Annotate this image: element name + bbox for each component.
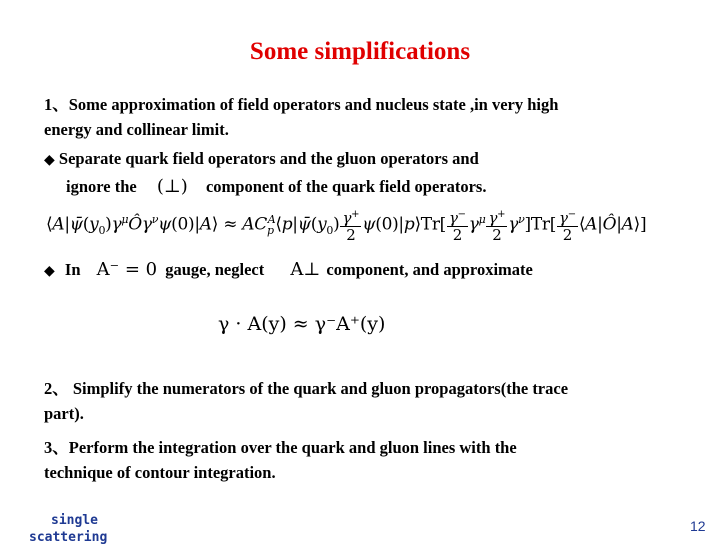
bullet-2-middle: gauge, neglect	[165, 260, 265, 279]
bullet-1-line-1: Separate quark field operators and the gluon operators and	[58, 149, 479, 168]
transverse-field-math: A⊥	[290, 259, 321, 280]
perp-symbol-math: (⊥)	[156, 176, 188, 197]
bullet-2	[44, 257, 533, 284]
item-2-line-2: part).	[44, 404, 84, 423]
equation-1	[46, 197, 686, 243]
footer-section-label	[29, 513, 108, 545]
equation-1-render: $⟨A|\psī(y_0)\gamma^\mu Ô\gamma^\nu\psi(0)|A⟩$ ≈ $AC_p^A⟨p|\psī(y_0)$ $\frac{\gamma^+}{2}$ ψ(0)|p⟩Tr[ $\frac{\gamma^-}{2}$ $\gamma^\mu$ $\frac{\gamma^+}{2}$ $\gamma^\nu]Tr$[ $\frac{\gamma^-}{2}$ ⟨A|Ô|A⟩]	[46, 209, 647, 244]
bullet-2-end: component, and approximate	[326, 260, 533, 279]
item-3	[44, 435, 517, 485]
footer-label-line-2: scattering	[29, 530, 108, 545]
equation-2: γ · A(y) ≈ γ⁻A⁺(y)	[218, 313, 386, 335]
item-1-line-1: 1、Some approximation of field operators and nucleus state ,in very high	[44, 95, 559, 114]
item-3-line-2: technique of contour integration.	[44, 463, 276, 482]
light-cone-gauge-math: A⁻ = 0	[96, 259, 158, 280]
bullet-2-in: In	[64, 260, 81, 279]
footer-label-line-1: single	[51, 513, 98, 528]
bullet-1-line-2-end: component of the quark field operators.	[205, 177, 487, 196]
diamond-bullet-icon: ◆	[44, 153, 55, 168]
equation-1-text	[46, 197, 47, 198]
bullet-1-line-2-start: ignore the	[66, 177, 137, 196]
item-2-line-1: 2、 Simplify the numerators of the quark and gluon propagators(the trace	[44, 379, 569, 398]
item-1-line-2: energy and collinear limit.	[44, 120, 229, 139]
item-2	[44, 376, 568, 426]
diamond-bullet-icon: ◆	[44, 264, 55, 279]
bullet-1	[44, 146, 486, 199]
slide-title: Some simplifications	[249, 38, 471, 65]
item-3-line-1: 3、Perform the integration over the quark and gluon lines with the	[44, 438, 517, 457]
item-1	[44, 92, 558, 142]
page-number: 12	[690, 518, 706, 534]
